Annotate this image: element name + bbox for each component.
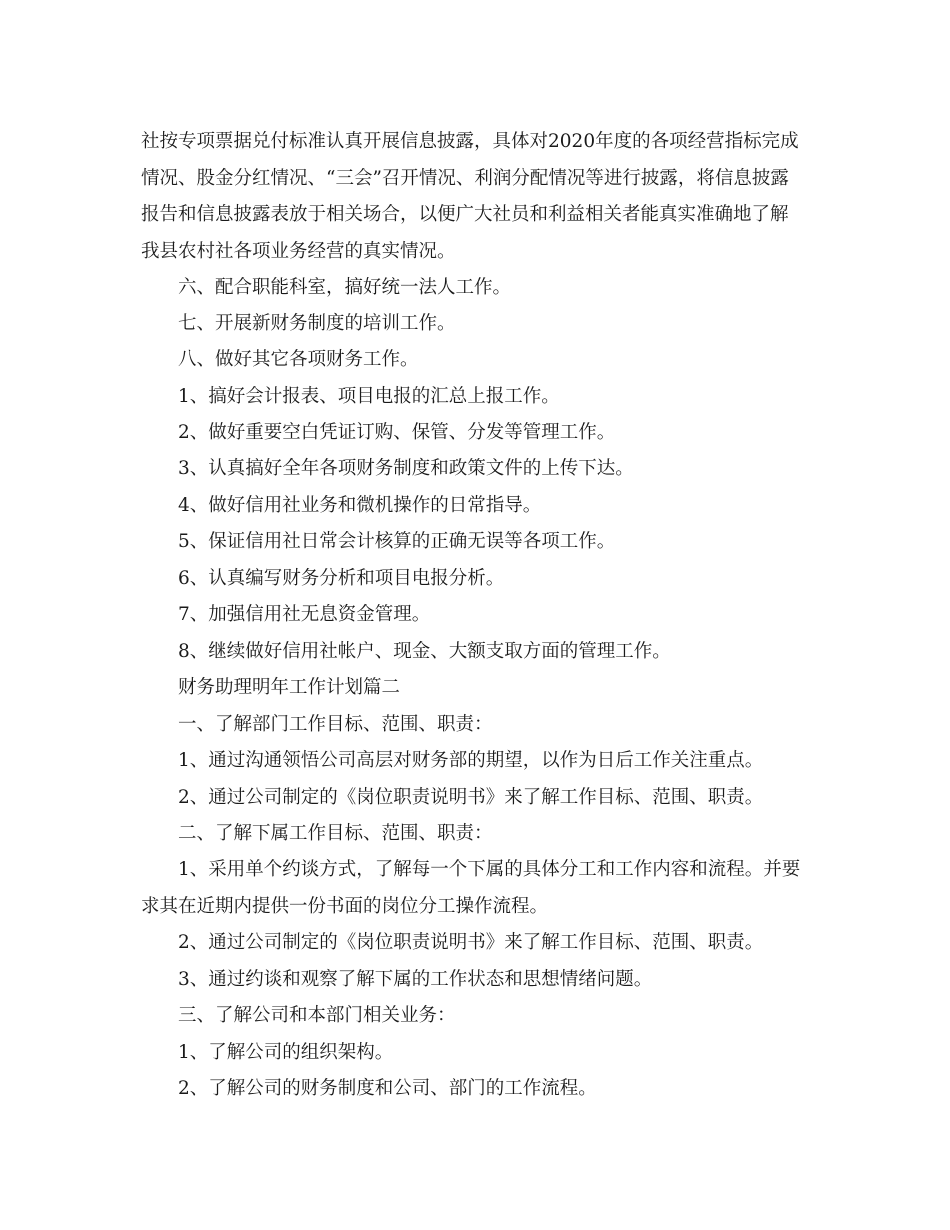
sub-item-5: 5、保证信用社日常会计核算的正确无误等各项工作。 (178, 531, 616, 552)
item-seven: 七、开展新财务制度的培训工作。 (178, 313, 456, 334)
section-heading-1: 一、了解部门工作目标、范围、职责： (178, 714, 493, 735)
item-six: 六、配合职能科室，搞好统一法人工作。 (178, 277, 512, 298)
sub-item-1: 1、搞好会计报表、项目电报的汇总上报工作。 (178, 386, 560, 407)
paragraph-line: 报告和信息披露表放于相关场合，以便广大社员和利益相关者能真实准确地了解 (141, 204, 789, 225)
section-heading-2: 二、了解下属工作目标、范围、职责： (178, 823, 493, 844)
paragraph-line: 求其在近期内提供一份书面的岗位分工操作流程。 (141, 895, 549, 917)
heading-2-item-3: 3、通过约谈和观察了解下属的工作状态和思想情绪问题。 (178, 969, 653, 990)
heading-3-item-1: 1、了解公司的组织架构。 (178, 1042, 394, 1063)
sub-item-8: 8、继续做好信用社帐户、现金、大额支取方面的管理工作。 (178, 641, 671, 662)
sub-item-4: 4、做好信用社业务和微机操作的日常指导。 (178, 495, 542, 516)
section-title: 财务助理明年工作计划篇二 (178, 677, 401, 698)
sub-item-2: 2、做好重要空白凭证订购、保管、分发等管理工作。 (178, 422, 616, 443)
sub-item-6: 6、认真编写财务分析和项目电报分析。 (178, 568, 505, 589)
sub-item-3: 3、认真搞好全年各项财务制度和政策文件的上传下达。 (178, 458, 634, 479)
heading-1-item-1: 1、通过沟通领悟公司高层对财务部的期望，以作为日后工作关注重点。 (178, 750, 764, 771)
paragraph-line: 社按专项票据兑付标准认真开展信息披露，具体对2020年度的各项经营指标完成 (141, 131, 799, 152)
heading-1-item-2: 2、通过公司制定的《岗位职责说明书》来了解工作目标、范围、职责。 (178, 787, 764, 808)
paragraph-line: 我县农村社各项业务经营的真实情况。 (141, 240, 456, 262)
paragraph-line: 情况、股金分红情况、“三会”召开情况、利润分配情况等进行披露，将信息披露 (141, 167, 789, 189)
item-eight: 八、做好其它各项财务工作。 (178, 349, 419, 370)
sub-item-7: 7、加强信用社无息资金管理。 (178, 604, 431, 625)
heading-2-item-2: 2、通过公司制定的《岗位职责说明书》来了解工作目标、范围、职责。 (178, 932, 764, 953)
heading-3-item-2: 2、了解公司的财务制度和公司、部门的工作流程。 (178, 1078, 597, 1099)
section-heading-3: 三、了解公司和本部门相关业务： (178, 1005, 456, 1026)
heading-2-item-1 (141, 852, 821, 925)
paragraph-line: 1、采用单个约谈方式，了解每一个下属的具体分工和工作内容和流程。并要 (178, 859, 801, 880)
opening-paragraph (141, 124, 821, 270)
